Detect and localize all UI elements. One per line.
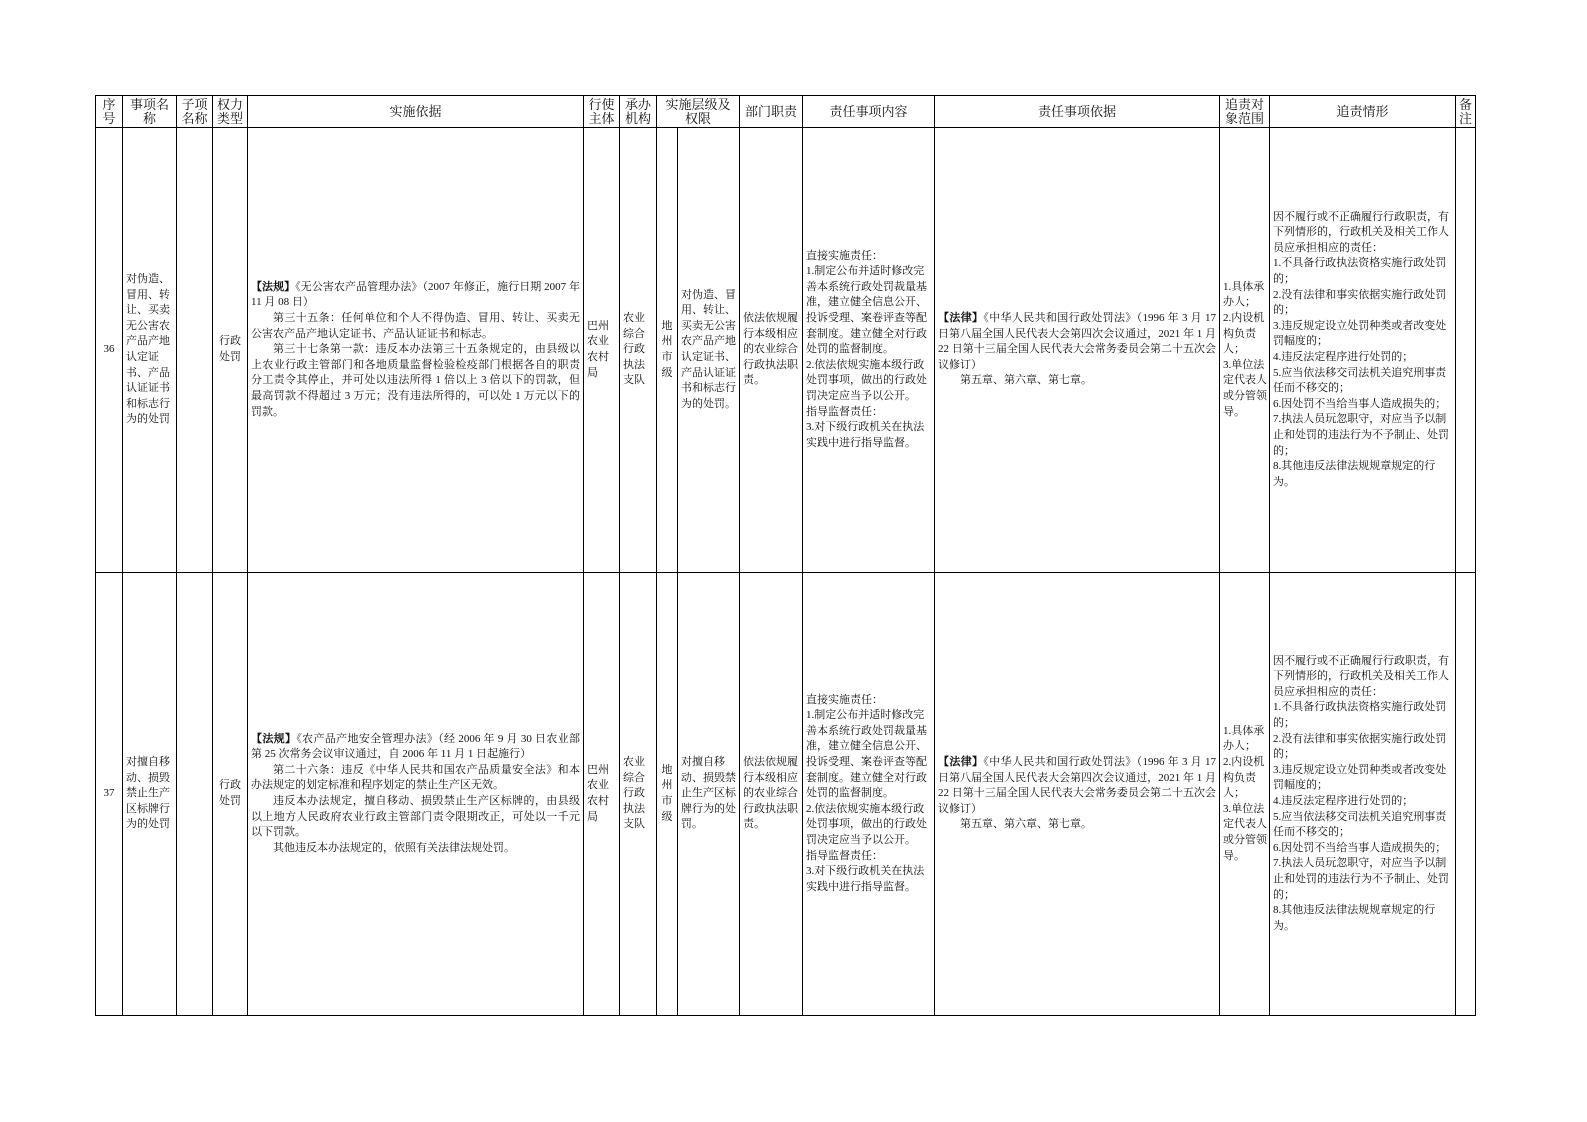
resp-basis-source: [938, 311, 1216, 373]
resp-content-line: 指导监督责任：: [806, 849, 884, 862]
cell-agency: 农业综合行政执法支队: [620, 128, 657, 573]
table-row: [96, 573, 1476, 1016]
accountability-item: 7.执法人员玩忽职守，对应当予以制止和处罚的违法行为不予制止、处罚的；: [1273, 857, 1450, 901]
accountable-item: 3.单位法定代表人或分管领导。: [1223, 802, 1268, 862]
accountability-item: 1.不具备行政执法资格实施行政处罚的；: [1273, 257, 1447, 286]
header-row: [96, 96, 1476, 128]
accountability-intro: 因不履行或不正确履行行政职责，有下列情形的，行政机关及相关工作人员应承担相应的责任：: [1273, 654, 1450, 698]
accountability-item: 4.违反法定程序进行处罚的；: [1273, 351, 1414, 363]
header-level: 实施层级及权限: [657, 96, 740, 128]
cell-level: 地州市级: [657, 573, 678, 1016]
cell-basis: [248, 128, 584, 573]
cell-remarks: [1456, 573, 1476, 1016]
header-agency: 承办机构: [620, 96, 657, 128]
header-accountable: 追责对象范围: [1220, 96, 1270, 128]
header-item-name: 事项名称: [123, 96, 177, 128]
basis-source: [251, 732, 580, 763]
cell-accountability: [1270, 128, 1456, 573]
cell-power-type: 行政处罚: [213, 128, 248, 573]
cell-resp-content: [803, 573, 935, 1016]
header-subject: 行使主体: [584, 96, 620, 128]
cell-agency: 农业综合行政执法支队: [620, 573, 657, 1016]
basis-tag: 【法规】: [251, 732, 297, 745]
accountability-item: 6.因处罚不当给当事人造成损失的；: [1273, 841, 1447, 854]
basis-clause: 其他违反本办法规定的，依照有关法律法规处罚。: [273, 841, 515, 854]
cell-basis: [248, 573, 584, 1016]
header-sub-item: 子项名称: [177, 96, 213, 128]
cell-accountability: [1270, 573, 1456, 1016]
resp-content-line: 3.对下级行政机关在执法实践中进行指导监督。: [806, 865, 925, 893]
accountability-item: 5.应当依法移交司法机关追究刑事责任而不移交的；: [1273, 810, 1447, 839]
basis-source: [251, 280, 580, 311]
accountability-item: 5.应当依法移交司法机关追究刑事责任而不移交的；: [1273, 366, 1447, 395]
accountability-item: 1.不具备行政执法资格实施行政处罚的；: [1273, 701, 1447, 730]
resp-basis-title: 《中华人民共和国行政处罚法》（1996 年 3 月 17 日第八届全国人民代表大会第四次会议通过，2021 年 1 月 22 日第十三届全国人民代表大会常务委员会第二十五次会议修订）: [938, 756, 1217, 815]
cell-resp-basis: [935, 128, 1220, 573]
cell-scope: 对伪造、冒用、转让、买卖无公害农产品产地认定证书、产品认证证书和标志行为的处罚。: [678, 128, 740, 573]
accountable-item: 2.内设机构负责人；: [1223, 756, 1265, 800]
resp-content-line: 1.制定公布并适时修改完善本系统行政处罚裁量基准，建立健全信息公开、投诉受理、案卷评查等配套制度。建立健全对行政处罚的监督制度。: [806, 709, 928, 800]
accountability-item: 2.没有法律和事实依据实施行政处罚的；: [1273, 288, 1447, 317]
power-list-table: [95, 95, 1476, 1016]
accountability-item: 3.违反规定设立处罚种类或者改变处罚幅度的；: [1273, 319, 1447, 348]
header-remarks: 备注: [1456, 96, 1476, 128]
cell-sub-item: [177, 573, 213, 1016]
accountability-intro: 因不履行或不正确履行行政职责，有下列情形的，行政机关及相关工作人员应承担相应的责任：: [1273, 210, 1450, 254]
header-duty: 部门职责: [740, 96, 803, 128]
basis-tag: 【法规】: [251, 280, 296, 293]
resp-basis-tag: 【法律】: [938, 756, 984, 769]
header-index: 序号: [96, 96, 123, 128]
cell-level: 地州市级: [657, 128, 678, 573]
accountability-item: 3.违反规定设立处罚种类或者改变处罚幅度的；: [1273, 763, 1447, 792]
header-resp-basis: 责任事项依据: [935, 96, 1220, 128]
accountable-item: 1.具体承办人；: [1223, 280, 1265, 309]
cell-item-name: 对擅自移动、损毁禁止生产区标牌行为的处罚: [123, 573, 177, 1016]
resp-content-line: 直接实施责任：: [806, 249, 884, 262]
cell-resp-content: [803, 128, 935, 573]
accountable-item: 1.具体承办人；: [1223, 724, 1265, 753]
basis-title: 《无公害农产品管理办法》（2007 年修正，施行日期 2007 年 11 月 08 日）: [251, 280, 580, 309]
cell-index: 36: [96, 128, 123, 573]
cell-accountable: [1220, 128, 1270, 573]
header-resp-content: 责任事项内容: [803, 96, 935, 128]
accountability-item: 8.其他违反法律法规规章规定的行为。: [1273, 904, 1436, 932]
accountability-item: 2.没有法律和事实依据实施行政处罚的；: [1273, 732, 1447, 761]
accountability-item: 7.执法人员玩忽职守，对应当予以制止和处罚的违法行为不予制止、处罚的；: [1273, 413, 1450, 457]
cell-accountable: [1220, 573, 1270, 1016]
resp-content-line: 3.对下级行政机关在执法实践中进行指导监督。: [806, 421, 925, 449]
header-accountability: 追责情形: [1270, 96, 1456, 128]
cell-remarks: [1456, 128, 1476, 573]
accountable-item: 3.单位法定代表人或分管领导。: [1223, 358, 1268, 418]
resp-content-line: 直接实施责任：: [806, 693, 884, 706]
cell-scope: 对擅自移动、损毁禁止生产区标牌行为的处罚。: [678, 573, 740, 1016]
resp-content-line: 1.制定公布并适时修改完善本系统行政处罚裁量基准，建立健全信息公开、投诉受理、案卷评查等配套制度。建立健全对行政处罚的监督制度。: [806, 265, 928, 356]
resp-content-line: 指导监督责任：: [806, 405, 884, 418]
cell-power-type: 行政处罚: [213, 573, 248, 1016]
header-power-type: 权力类型: [213, 96, 248, 128]
cell-duty: 依法依规履行本级相应的农业综合行政执法职责。: [740, 128, 803, 573]
header-basis: 实施依据: [248, 96, 584, 128]
resp-basis-tag: 【法律】: [938, 312, 984, 325]
cell-duty: 依法依规履行本级相应的农业综合行政执法职责。: [740, 573, 803, 1016]
resp-basis-chapters: 第五章、第六章、第七章。: [960, 374, 1093, 387]
basis-title: 《农产品产地安全管理办法》（经 2006 年 9 月 30 日农业部第 25 次常务会议审议通过，自 2006 年 11 月 1 日起施行）: [251, 732, 581, 761]
resp-content-line: 2.依法依规实施本级行政处罚事项，做出的行政处罚决定应当予以公开。: [806, 802, 928, 846]
resp-basis-chapters: 第五章、第六章、第七章。: [960, 818, 1093, 831]
basis-clause: 违反本办法规定，擅自移动、损毁禁止生产区标牌的，由县级以上地方人民政府农业行政主管部门责令限期改正，可处以一千元以下罚款。: [251, 795, 580, 839]
cell-item-name: 对伪造、冒用、转让、买卖无公害农产品产地认定证书、产品认证证书和标志行为的处罚: [123, 128, 177, 573]
cell-subject: 巴州农业农村局: [584, 573, 620, 1016]
cell-sub-item: [177, 128, 213, 573]
basis-clause: 第二十六条：违反《中华人民共和国农产品质量安全法》和本办法规定的划定标准和程序划定的禁止生产区无效。: [251, 763, 580, 792]
accountable-item: 2.内设机构负责人；: [1223, 312, 1265, 356]
basis-clause: 第三十五条：任何单位和个人不得伪造、冒用、转让、买卖无公害农产品产地认定证书、产品认证证书和标志。: [251, 312, 580, 340]
accountability-item: 6.因处罚不当给当事人造成损失的；: [1273, 397, 1447, 410]
resp-basis-source: [938, 755, 1216, 817]
resp-content-line: 2.依法依规实施本级行政处罚事项，做出的行政处罚决定应当予以公开。: [806, 358, 928, 402]
resp-basis-title: 《中华人民共和国行政处罚法》（1996 年 3 月 17 日第八届全国人民代表大会第四次会议通过，2021 年 1 月 22 日第十三届全国人民代表大会常务委员会第二十五次会议修订）: [938, 312, 1217, 371]
accountability-item: 8.其他违反法律法规规章规定的行为。: [1273, 460, 1436, 488]
cell-index: 37: [96, 573, 123, 1016]
cell-subject: 巴州农业农村局: [584, 128, 620, 573]
basis-clause: 第三十七条第一款：违反本办法第三十五条规定的，由县级以上农业行政主管部门和各地质量监督检验检疫部门根据各自的职责分工责令其停止，并可处以违法所得 1 倍以上 3 倍以下的罚款，但最高罚款不得超过 3 万元；没有违法所得的，可以处 1 万元以下的罚款。: [251, 343, 580, 418]
cell-resp-basis: [935, 573, 1220, 1016]
accountability-item: 4.违反法定程序进行处罚的；: [1273, 795, 1414, 807]
table-row: [96, 128, 1476, 573]
